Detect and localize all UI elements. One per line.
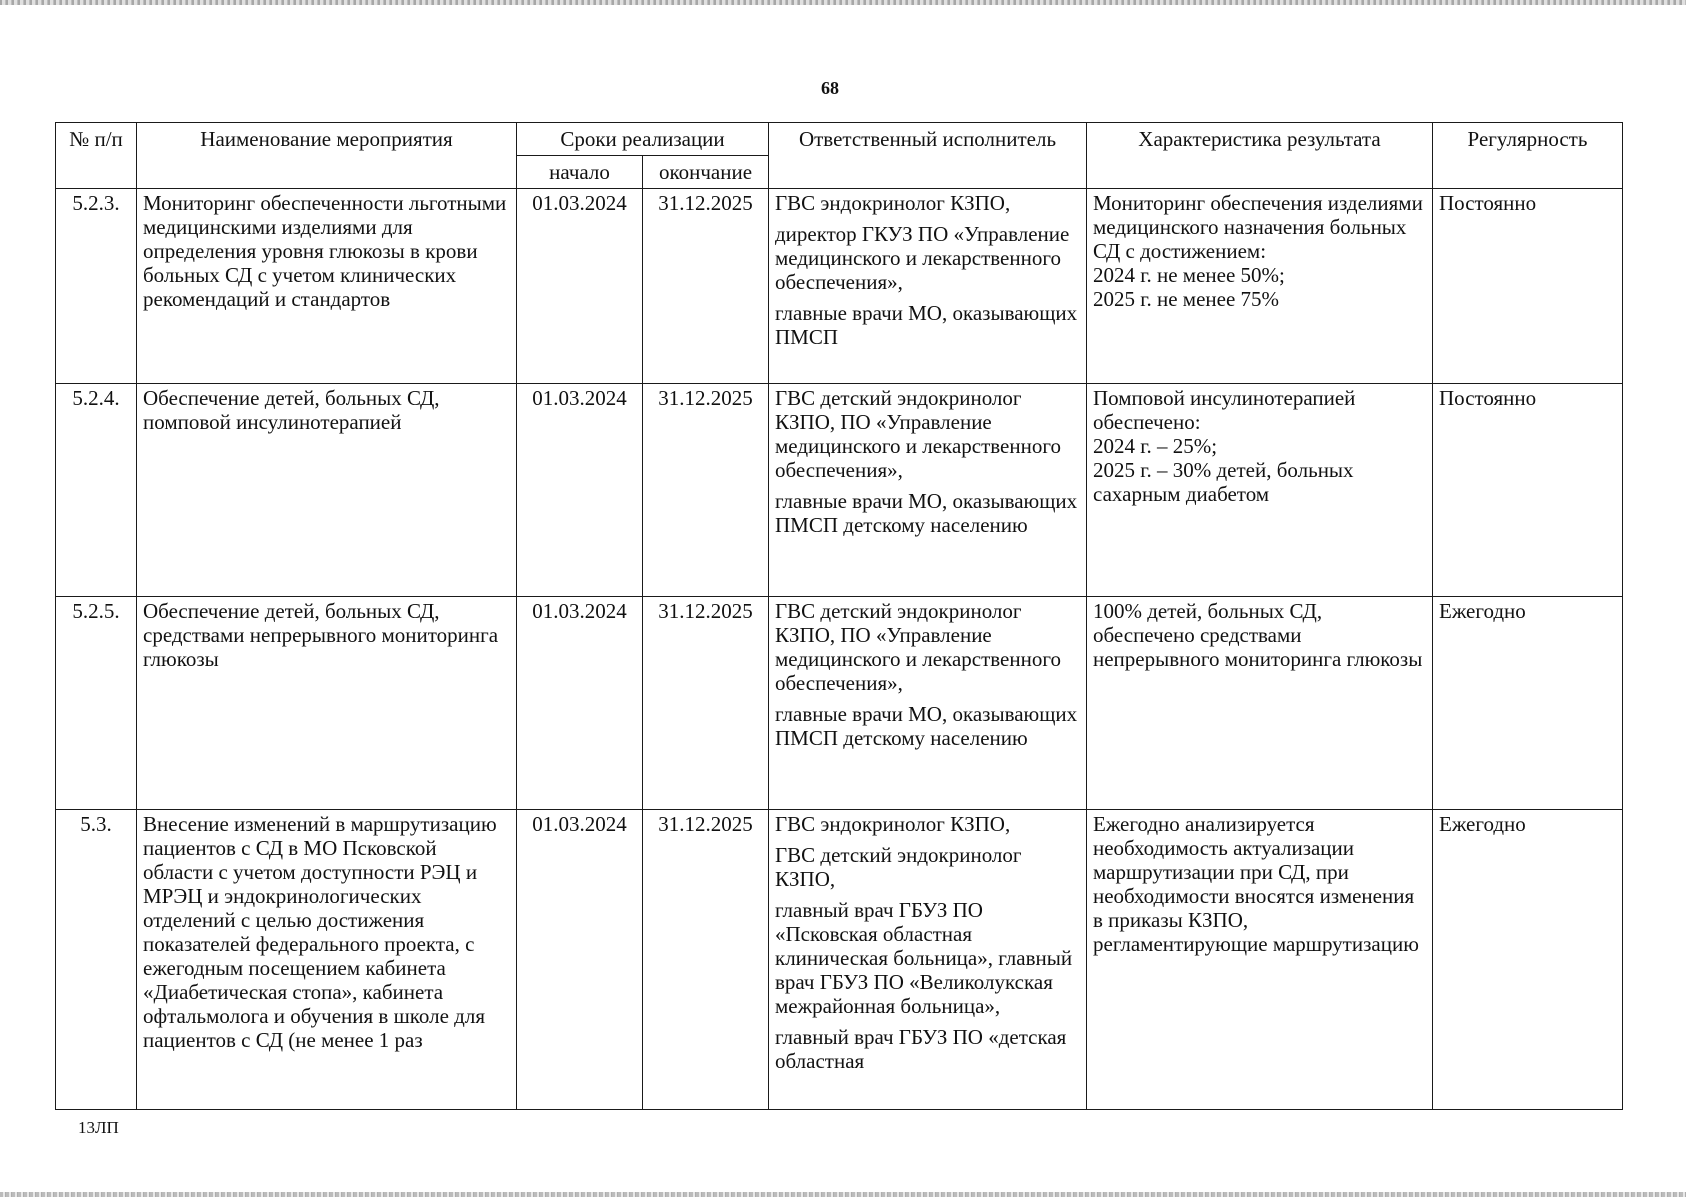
row-end: 31.12.2025 bbox=[643, 189, 769, 384]
row-result bbox=[1087, 189, 1433, 384]
row-num: 5.2.4. bbox=[56, 384, 137, 597]
row-regularity: Постоянно bbox=[1433, 189, 1623, 384]
row-name: Мониторинг обеспеченности льготными медицинскими изделиями для определения уровня глюкозы в крови больных СД с учетом клинических рекомендаций и стандартов bbox=[137, 189, 517, 384]
table-row bbox=[56, 189, 1623, 384]
header-period: Сроки реализации bbox=[517, 123, 769, 156]
header-regularity: Регулярность bbox=[1433, 123, 1623, 189]
responsible-line: директор ГКУЗ ПО «Управление медицинского и лекарственного обеспечения», bbox=[775, 222, 1070, 294]
responsible-line: главный врач ГБУЗ ПО «детская областная bbox=[775, 1025, 1067, 1073]
row-result bbox=[1087, 384, 1433, 597]
responsible-line: главные врачи МО, оказывающих ПМСП детскому населению bbox=[775, 489, 1078, 537]
result-line: Помповой инсулинотерапией обеспечено: bbox=[1093, 386, 1356, 434]
scan-edge-bottom bbox=[0, 1192, 1686, 1197]
responsible-line: главные врачи МО, оказывающих ПМСП bbox=[775, 301, 1078, 349]
row-end: 31.12.2025 bbox=[643, 384, 769, 597]
activities-table bbox=[55, 122, 1623, 1110]
row-result bbox=[1087, 810, 1433, 1110]
row-start: 01.03.2024 bbox=[517, 189, 643, 384]
page-number: 68 bbox=[821, 78, 839, 98]
header-responsible: Ответственный исполнитель bbox=[769, 123, 1087, 189]
row-start: 01.03.2024 bbox=[517, 810, 643, 1110]
result-line: 2025 г. – 30% детей, больных сахарным диабетом bbox=[1093, 458, 1354, 506]
row-name: Обеспечение детей, больных СД, помповой инсулинотерапией bbox=[137, 384, 517, 597]
result-line: 2024 г. – 25%; bbox=[1093, 434, 1218, 458]
responsible-line: ГВС эндокринолог КЗПО, bbox=[775, 191, 1011, 215]
table-row bbox=[56, 810, 1623, 1110]
row-num: 5.2.5. bbox=[56, 597, 137, 810]
row-regularity: Ежегодно bbox=[1433, 597, 1623, 810]
result-line: 2025 г. не менее 75% bbox=[1093, 287, 1280, 311]
result-line: Мониторинг обеспечения изделиями медицинского назначения больных СД с достижением: bbox=[1093, 191, 1423, 263]
row-result bbox=[1087, 597, 1433, 810]
footer-code: 13ЛП bbox=[78, 1118, 119, 1137]
row-responsible bbox=[769, 597, 1087, 810]
row-responsible bbox=[769, 810, 1087, 1110]
row-start: 01.03.2024 bbox=[517, 597, 643, 810]
row-name: Внесение изменений в маршрутизацию пациентов с СД в МО Псковской области с учетом доступности РЭЦ и МРЭЦ и эндокринологических отделений с целью достижения показателей федерального проекта, с ежегодным посещением кабинета «Диабетическая стопа», кабинета офтальмолога и обучения в школе для пациентов с СД (не менее 1 раз bbox=[137, 810, 517, 1110]
row-regularity: Ежегодно bbox=[1433, 810, 1623, 1110]
responsible-line: ГВС детский эндокринолог КЗПО, ПО «Управление медицинского и лекарственного обеспечения», bbox=[775, 599, 1061, 695]
row-num: 5.3. bbox=[56, 810, 137, 1110]
row-responsible bbox=[769, 189, 1087, 384]
row-num: 5.2.3. bbox=[56, 189, 137, 384]
header-end: окончание bbox=[643, 156, 769, 189]
table-header bbox=[56, 123, 1623, 189]
row-start: 01.03.2024 bbox=[517, 384, 643, 597]
responsible-line: ГВС детский эндокринолог КЗПО, ПО «Управление медицинского и лекарственного обеспечения», bbox=[775, 386, 1061, 482]
row-name: Обеспечение детей, больных СД, средствами непрерывного мониторинга глюкозы bbox=[137, 597, 517, 810]
result-line: 100% детей, больных СД, обеспечено средствами непрерывного мониторинга глюкозы bbox=[1093, 599, 1423, 671]
row-responsible bbox=[769, 384, 1087, 597]
responsible-line: ГВС детский эндокринолог КЗПО, bbox=[775, 843, 1022, 891]
scan-edge-top bbox=[0, 0, 1686, 5]
row-end: 31.12.2025 bbox=[643, 597, 769, 810]
header-num: № п/п bbox=[56, 123, 137, 189]
responsible-line: ГВС эндокринолог КЗПО, bbox=[775, 812, 1011, 836]
table-row bbox=[56, 384, 1623, 597]
result-line: 2024 г. не менее 50%; bbox=[1093, 263, 1285, 287]
header-result: Характеристика результата bbox=[1087, 123, 1433, 189]
responsible-line: главный врач ГБУЗ ПО «Псковская областная клиническая больница», главный врач ГБУЗ ПО «Великолукская межрайонная больница», bbox=[775, 898, 1073, 1018]
header-start: начало bbox=[517, 156, 643, 189]
header-name: Наименование мероприятия bbox=[137, 123, 517, 189]
responsible-line: главные врачи МО, оказывающих ПМСП детскому населению bbox=[775, 702, 1078, 750]
row-regularity: Постоянно bbox=[1433, 384, 1623, 597]
table-row bbox=[56, 597, 1623, 810]
result-line: Ежегодно анализируется необходимость актуализации маршрутизации при СД, при необходимости вносятся изменения в приказы КЗПО, регламентирующие маршрутизацию bbox=[1093, 812, 1419, 956]
row-end: 31.12.2025 bbox=[643, 810, 769, 1110]
